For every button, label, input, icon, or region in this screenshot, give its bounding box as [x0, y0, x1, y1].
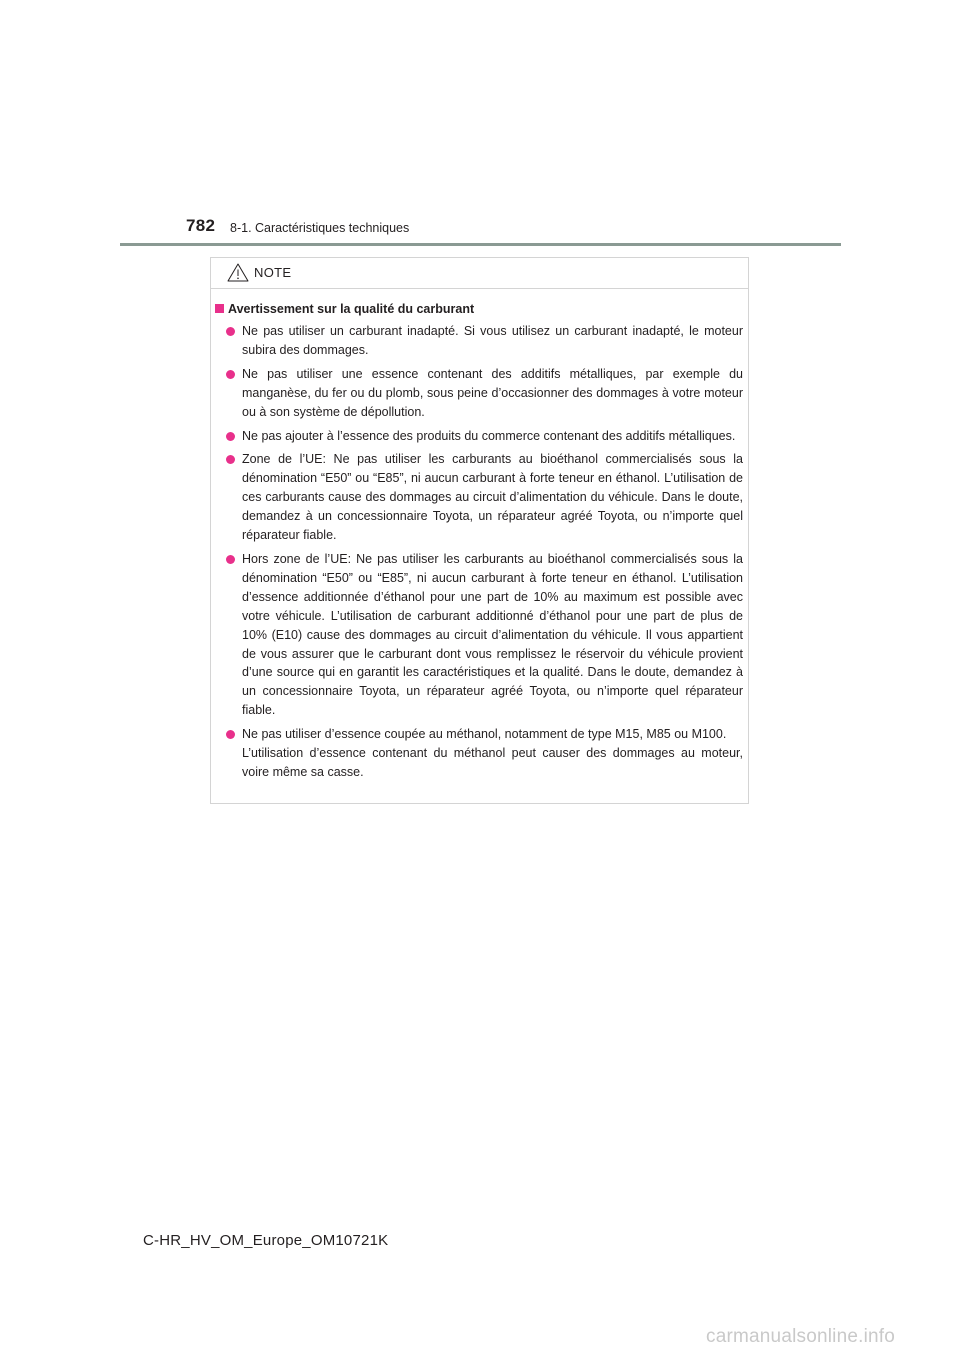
list-item-text: Ne pas utiliser une essence contenant des additifs métalliques, par exemple du manganèse, du fer ou du plomb, sous peine d’occasionner des dommages à votre moteur ou à son système de dépollution. — [242, 366, 743, 419]
bullet-dot-icon — [226, 327, 235, 336]
list-item-text: Hors zone de l’UE: Ne pas utiliser les carburants au bioéthanol commercialisés sous la dénomination “E50” ou “E85”, ni aucun carburant à forte teneur en éthanol. L’utilisation d’essence additionnée d’éthanol pour une part de 10% au maximum est possible avec votre véhicule. L’utilisation de carburant additionné d’éthanol pour une part de plus de 10% (E10) cause des dommages au circuit d’alimentation du véhicule. Il vous appartient de vous assurer que le carburant dont vous remplissez le réservoir du véhicule provient d’une source qui en garantit les caractéristiques et la qualité. Dans le doute, demandez à un concessionnaire Toyota, un réparateur agréé Toyota, ou n’importe quel réparateur fiable. — [242, 551, 743, 718]
list-item-text: Ne pas ajouter à l’essence des produits du commerce contenant des additifs métalliques. — [242, 428, 736, 443]
list-item-text: Zone de l’UE: Ne pas utiliser les carburants au bioéthanol commercialisés sous la dénomination “E50” ou “E85”, ni aucun carburant à forte teneur en éthanol. L’utilisation de ces carburants cause des dommages au circuit d’alimentation du véhicule. Dans le doute, demandez à un concessionnaire Toyota, un réparateur agréé Toyota, ou n’importe quel réparateur fiable. — [242, 452, 743, 543]
list-item — [211, 427, 750, 446]
note-box — [210, 257, 749, 804]
list-item-text: Ne pas utiliser un carburant inadapté. Si vous utilisez un carburant inadapté, le moteur subira des dommages. — [242, 324, 743, 357]
bullet-dot-icon — [226, 455, 235, 464]
list-item — [211, 322, 750, 360]
list-item-text: Ne pas utiliser d’essence coupée au méthanol, notamment de type M15, M85 ou M100. — [242, 727, 727, 742]
list-item — [211, 450, 750, 545]
warning-triangle-icon — [227, 263, 249, 282]
document-code: C-HR_HV_OM_Europe_OM10721K — [143, 1232, 389, 1249]
note-heading — [211, 301, 750, 317]
note-body — [211, 301, 750, 787]
square-bullet-icon — [215, 304, 224, 313]
note-heading-text: Avertissement sur la qualité du carburant — [228, 302, 475, 316]
list-item — [211, 365, 750, 422]
list-item — [211, 550, 750, 720]
list-item — [211, 725, 750, 782]
bullet-dot-icon — [226, 370, 235, 379]
note-header — [211, 258, 748, 289]
bullet-dot-icon — [226, 730, 235, 739]
watermark: carmanualsonline.info — [706, 1326, 896, 1347]
header-rule — [120, 243, 841, 246]
section-title: 8-1. Caractéristiques techniques — [230, 221, 410, 235]
bullet-dot-icon — [226, 432, 235, 441]
bullet-dot-icon — [226, 555, 235, 564]
note-items — [211, 322, 750, 782]
list-item-text: L’utilisation d’essence contenant du méthanol peut causer des dommages au moteur, voire même sa casse. — [242, 746, 743, 779]
page-number: 782 — [186, 216, 216, 235]
note-label: NOTE — [254, 265, 292, 280]
